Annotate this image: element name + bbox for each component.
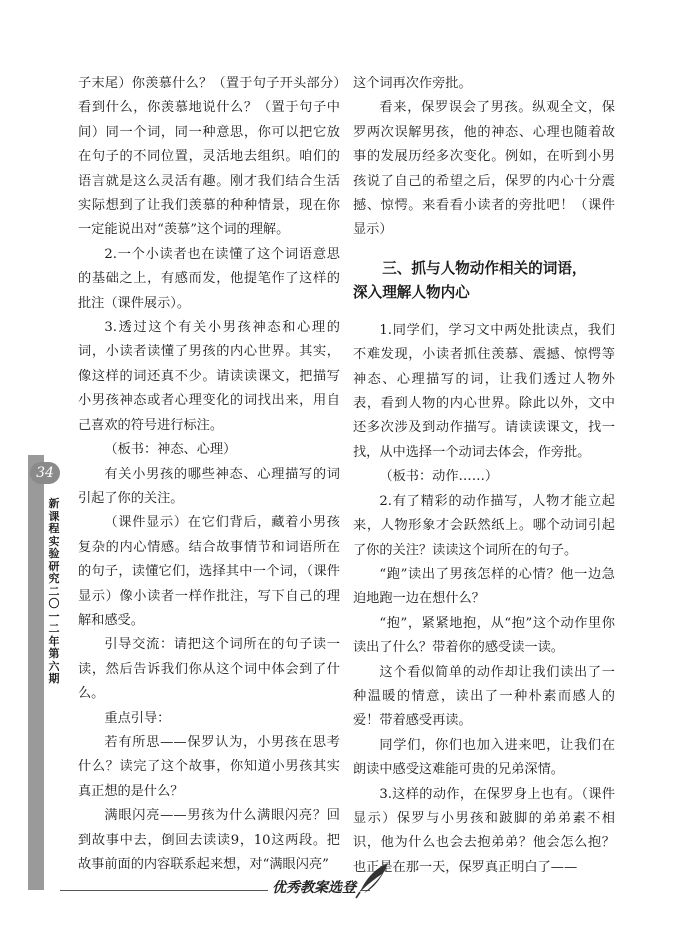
journal-title: 新课程实验研究 二〇一二年 第六期	[48, 497, 60, 685]
paragraph: 有关小男孩的哪些神态、心理描写的词引起了你的关注。	[78, 466, 340, 506]
section-heading-line2: 深入理解人物内心	[353, 283, 470, 301]
paragraph: 引导交流：请把这个词所在的句子读一读，然后告诉我们你从这个词中体会到了什么。	[78, 637, 340, 702]
paragraph: 这个词再次作旁批。	[353, 76, 472, 91]
right-column	[353, 72, 615, 880]
section-heading-line1: 三、抓与人物动作相关的词语，	[382, 259, 587, 277]
paragraph: 2.有了精彩的动作描写，人物才能立起来，人物形象才会跃然纸上。哪个动词引起了你的关注？读读这个词所在的句子。	[353, 493, 615, 558]
paragraph: 满眼闪亮——男孩为什么满眼闪亮？回到故事中去，倒回去读读9，10这两段。把故事前面的内容联系起来想，对“满眼闪亮”	[78, 808, 340, 872]
left-column	[78, 72, 340, 877]
paragraph: 重点引导：	[104, 710, 171, 726]
paragraph: （板书：动作……）	[379, 469, 499, 485]
footer-column-name: 优秀教案选登	[268, 877, 360, 897]
page-number: 34	[30, 462, 60, 484]
paragraph: （课件显示）在它们背后，藏着小男孩复杂的内心情感。结合故事情节和词语所在的句子，读懂它们，选择其中一个词，（课件显示）像小读者一样作批注，写下自己的理解和感受。	[78, 515, 340, 628]
quill-pen-icon	[352, 860, 392, 900]
paragraph: 看来，保罗误会了男孩。纵观全文，保罗两次误解男孩，他的神态、心理也随着故事的发展历经多次变化。例如，在听到小男孩说了自己的希望之后，保罗的内心十分震撼、惊愕。来看看小读者的旁批吧！（课件显示）	[353, 100, 615, 238]
paragraph: 3.这样的动作，在保罗身上也有。（课件显示）保罗与小男孩和跛脚的弟弟素不相识，他为什么也会去抱弟弟？他会怎么抱？也正是在那一天，保罗真正明白了——	[353, 786, 615, 875]
paragraph: 1.同学们，学习文中两处批读点，我们不难发现，小读者抓住羡慕、震撼、惊愕等神态、心理描写的词，让我们透过人物外表，看到人物的内心世界。除此以外，文中还多次涉及到动作描写。请读读课文，找一找，从中选择一个动词去体会，作旁批。	[353, 322, 615, 460]
paragraph: 若有所思——保罗认为，小男孩在思考什么？读完了这个故事，你知道小男孩其实真正想的是什么？	[78, 734, 340, 799]
section-heading	[353, 257, 615, 305]
paragraph: （板书：神态、心理）	[104, 442, 237, 458]
paragraph: 这个看似简单的动作却让我们读出了一种温暖的情意，读出了一种朴素而感人的爱！带着感受再读。	[353, 664, 615, 729]
paragraph: “抱”，紧紧地抱，从“抱”这个动作里你读出了什么？带着你的感受读一读。	[353, 615, 615, 656]
paragraph: 2.一个小读者也在读懂了这个词语意思的基础之上，有感而发，他提笔作了这样的批注（课件展示）。	[78, 246, 340, 311]
paragraph: 同学们，你们也加入进来吧，让我们在朗读中感受这难能可贵的兄弟深情。	[353, 737, 615, 778]
sidebar-strip	[28, 455, 44, 890]
paragraph: “跑”读出了男孩怎样的心情？他一边急迫地跑一边在想什么？	[353, 566, 615, 607]
paragraph: 3.透过这个有关小男孩神态和心理的词，小读者读懂了男孩的内心世界。其实，像这样的词还真不少。请读读课文，把描写小男孩神态或者心理变化的词找出来，用自己喜欢的符号进行标注。	[78, 320, 340, 433]
paragraph: 子末尾）你羡慕什么？（置于句子开头部分）看到什么，你羡慕地说什么？（置于句子中间）同一个词，同一种意思，你可以把它放在句子的不同位置，灵活地去组织。咱们的语言就是这么灵活有趣。刚才我们结合生活实际想到了让我们羡慕的种种情景，现在你一定能说出对“羡慕”这个词的理解。	[78, 76, 340, 238]
